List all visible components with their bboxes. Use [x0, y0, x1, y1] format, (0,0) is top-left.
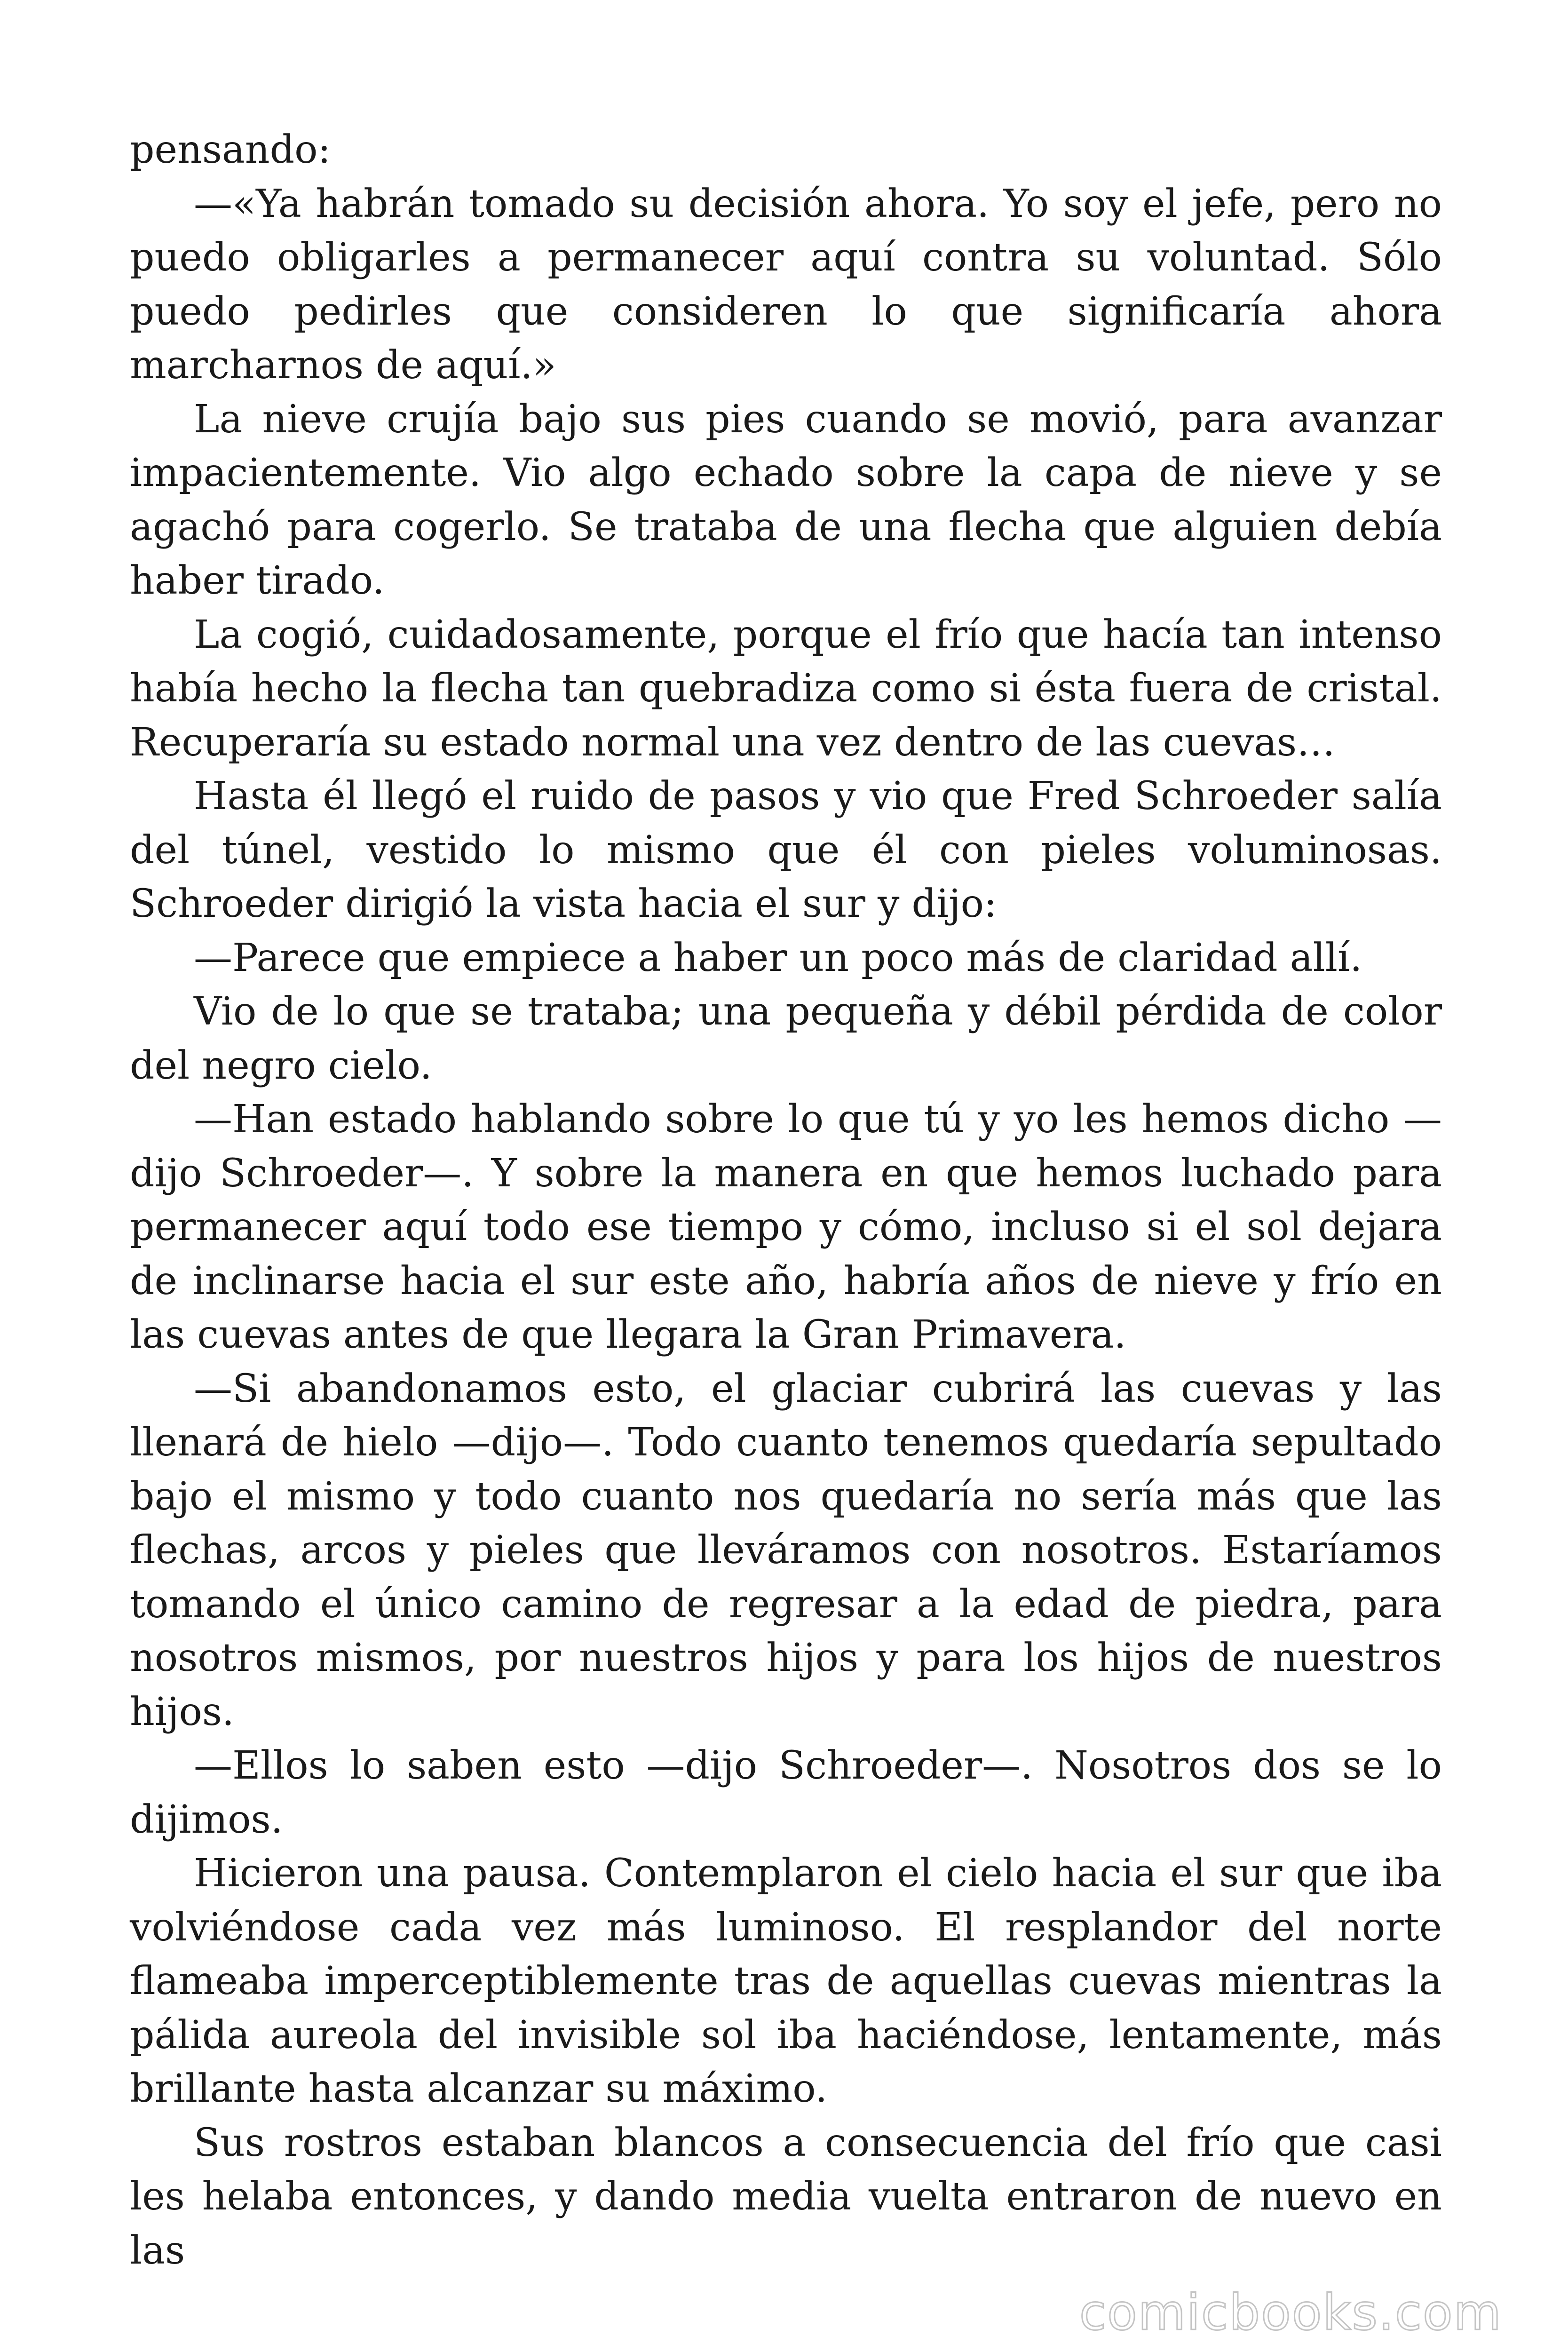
watermark: comicbooks.com: [1079, 2284, 1502, 2341]
paragraph: Hicieron una pausa. Contemplaron el cielo hacia el sur que iba volviéndose cada vez más luminoso. El resplandor del norte flameaba imperceptiblemente tras de aquellas cuevas mientras la pálida aureola del invisible sol iba haciéndose, lentamente, más brillante hasta alcanzar su máximo.: [130, 1851, 1442, 2111]
paragraph: —Ellos lo saben esto —dijo Schroeder—. Nosotros dos se lo dijimos.: [130, 1743, 1442, 1842]
paragraph: —Han estado hablando sobre lo que tú y yo les hemos dicho —dijo Schroeder—. Y sobre la manera en que hemos luchado para permanecer aquí todo ese tiempo y cómo, incluso si el sol dejara de inclinarse hacia el sur este año, habría años de nieve y frío en las cuevas antes de que llegara la Gran Primavera.: [130, 1097, 1442, 1357]
paragraph: Sus rostros estaban blancos a consecuencia del frío que casi les helaba entonces, y dando media vuelta entraron de nuevo en las: [130, 2120, 1442, 2273]
body-text: [130, 123, 1442, 2278]
paragraph: Vio de lo que se trataba; una pequeña y débil pérdida de color del negro cielo.: [130, 989, 1442, 1088]
paragraph: La cogió, cuidadosamente, porque el frío que hacía tan intenso había hecho la flecha tan quebradiza como si ésta fuera de cristal. Recuperaría su estado normal una vez dentro de las cuevas…: [130, 612, 1442, 765]
paragraph: —Si abandonamos esto, el glaciar cubrirá las cuevas y las llenará de hielo —dijo—. Todo cuanto tenemos quedaría sepultado bajo el mismo y todo cuanto nos quedaría no sería más que las flechas, arcos y pieles que lleváramos con nosotros. Estaríamos tomando el único camino de regresar a la edad de piedra, para nosotros mismos, por nuestros hijos y para los hijos de nuestros hijos.: [130, 1366, 1442, 1734]
paragraph: Hasta él llegó el ruido de pasos y vio que Fred Schroeder salía del túnel, vestido lo mismo que él con pieles voluminosas. Schroeder dirigió la vista hacia el sur y dijo:: [130, 774, 1442, 926]
paragraph: pensando:: [130, 127, 331, 172]
paragraph: La nieve crujía bajo sus pies cuando se movió, para avanzar impacientemente. Vio algo echado sobre la capa de nieve y se agachó para cogerlo. Se trataba de una flecha que alguien debía haber tirado.: [130, 397, 1442, 603]
paragraph: —Parece que empiece a haber un poco más de claridad allí.: [194, 935, 1362, 980]
paragraph: —«Ya habrán tomado su decisión ahora. Yo soy el jefe, pero no puedo obligarles a permanecer aquí contra su voluntad. Sólo puedo pedirles que consideren lo que significaría ahora marcharnos de aquí.»: [130, 181, 1442, 388]
